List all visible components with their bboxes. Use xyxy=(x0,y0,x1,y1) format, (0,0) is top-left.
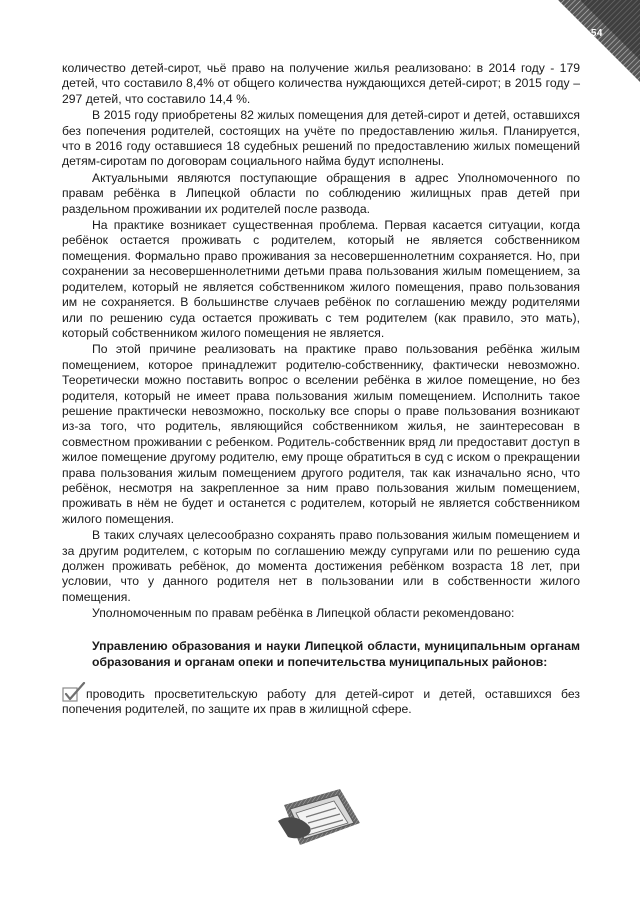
checkmark-icon xyxy=(62,682,86,702)
recommendation-item-text: проводить просветительскую работу для детей-сирот и детей, оставшихся без попечения родителей, по защите их прав в жилищной сфере. xyxy=(62,686,580,717)
recommendation-item xyxy=(62,682,580,718)
recommendation-heading: Управлению образования и науки Липецкой области, муниципальным органам образования и органам опеки и попечительства муниципальных районов: xyxy=(92,638,580,669)
paragraph: В таких случаях целесообразно сохранять право пользования жилым помещением и за другим родителем, с которым по соглашению между супругами или по решению суда должен проживать ребёнок, до момента достижения ребёнком возраста 18 лет, при условии, что у данного родителя нет в пользовании или в собственности жилого помещения. xyxy=(62,528,580,604)
paragraph: По этой причине реализовать на практике право пользования ребёнка жилым помещением, которое принадлежит родителю-собственнику, фактически невозможно. Теоретически можно поставить вопрос о вселении ребёнка в жилое помещение, но без родителя, который не имеет права пользования жилым помещением. Исполнить такое решение практически невозможно, поскольку все споры о праве пользования возникают из-за того, что родитель, являющийся собственником жилья, не заинтересован в совместном проживании с ребенком. Родитель-собственник вряд ли предоставит доступ в жилое помещение другому родителю, ему проще обратиться в суд с иском о прекращении права пользования жилым помещением другого родителя, так как изначально ясно, что ребёнок, несмотря на закрепленное за ним право пользования жилым помещением, проживать в нём не будет и останется с родителем, который не является собственником жилого помещения. xyxy=(62,342,580,526)
paragraph: количество детей-сирот, чьё право на получение жилья реализовано: в 2014 году - 179 детей, что составило 8,4% от общего количества нуждающихся детей-сирот; в 2015 году – 297 детей, что составило 14,4 %. xyxy=(62,61,580,106)
paragraph: В 2015 году приобретены 82 жилых помещения для детей-сирот и детей, оставшихся без попечения родителей, состоящих на учёте по предоставлению жилья. Планируется, что в 2016 году оставшиеся 18 судебных решений по предоставлению жилых помещений детям-сиротам по договорам социального найма будут исполнены. xyxy=(62,108,580,169)
paragraph: Актуальными являются поступающие обращения в адрес Уполномоченного по правам ребёнка в Липецкой области по соблюдению жилищных прав детей при раздельном проживании их родителей после развода. xyxy=(62,170,580,216)
paragraph: На практике возникает существенная проблема. Первая касается ситуации, когда ребёнок остается проживать с родителем, который не является собственником помещения. Формально право проживания за несовершеннолетним сохраняется. Но, при сохранении за несовершеннолетними детьми права пользования жилым помещением, за родителем, который не является собственником жилого помещения, право пользования им не сохраняется. В большинстве случаев ребёнок по соглашению между родителями или по решению суда остается проживать с тем родителем (как правило, это мать), который собственником жилого помещения не является. xyxy=(62,218,580,340)
page-number: 54 xyxy=(590,28,603,39)
documents-illustration-icon xyxy=(270,783,370,851)
page-body xyxy=(62,61,580,717)
paragraph: Уполномоченным по правам ребёнка в Липецкой области рекомендовано: xyxy=(92,606,515,621)
